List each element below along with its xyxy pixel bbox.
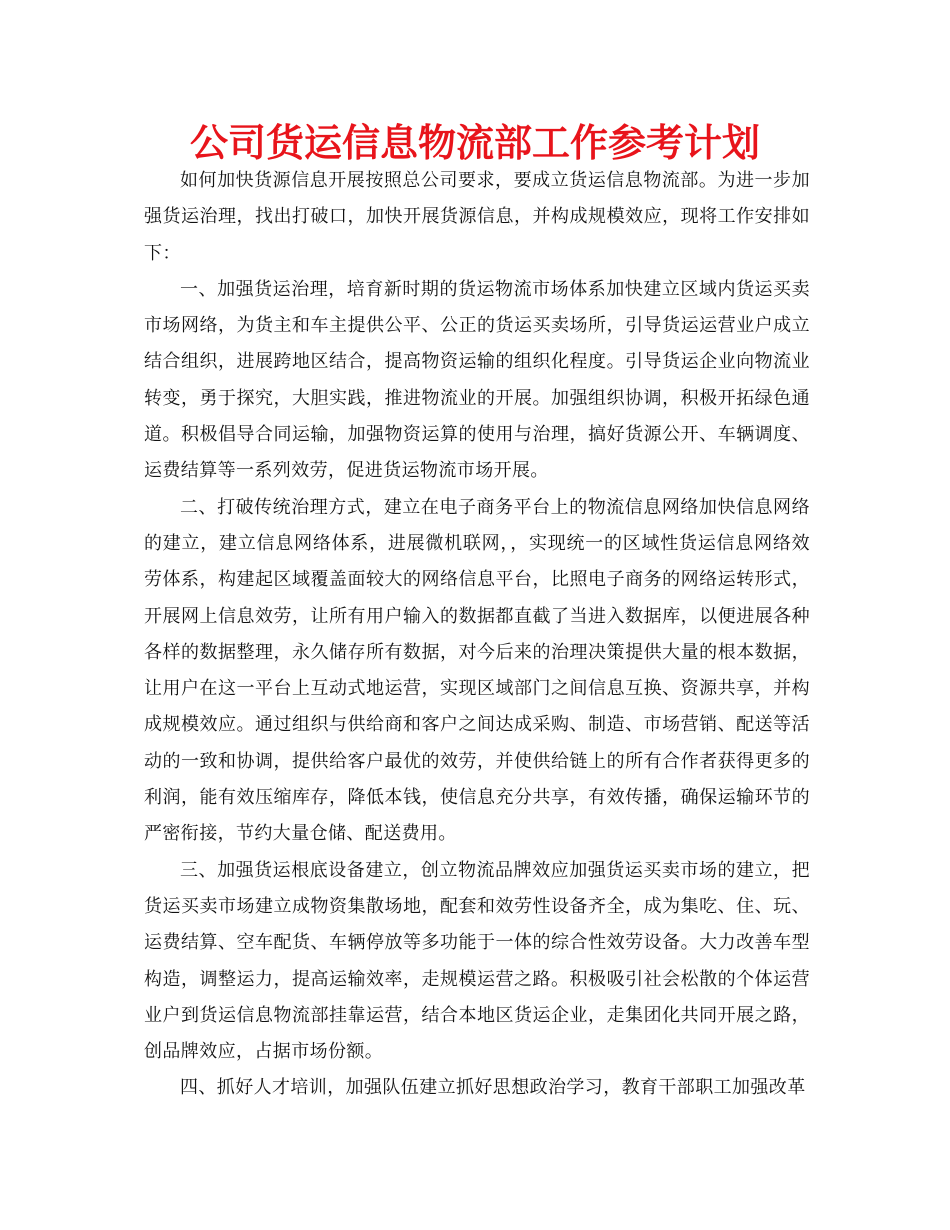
section-one-paragraph: 一、加强货运治理，培育新时期的货运物流市场体系加快建立区域内货运买卖市场网络，为货主和车主提供公平、公正的货运买卖场所，引导货运运营业户成立结合组织，进展跨地区结合，提高物资运输的组织化程度。引导货运企业向物流业转变，勇于探究，大胆实践，推进物流业的开展。加强组织协调，积极开拓绿色通道。积极倡导合同运输，加强物资运算的使用与治理，搞好货源公开、车辆调度、运费结算等一系列效劳，促进货运物流市场开展。 (144, 278, 810, 482)
document-body (144, 163, 810, 1107)
section-four-paragraph: 四、抓好人才培训，加强队伍建立抓好思想政治学习，教育干部职工加强改革 (180, 1077, 806, 1099)
document-title: 公司货运信息物流部工作参考计划 (189, 121, 760, 165)
intro-paragraph: 如何加快货源信息开展按照总公司要求，要成立货运信息物流部。为进一步加强货运治理，找出打破口，加快开展货源信息，并构成规模效应，现将工作安排如下： (144, 170, 810, 264)
section-two-paragraph: 二、打破传统治理方式，建立在电子商务平台上的物流信息网络加快信息网络的建立，建立信息网络体系，进展微机联网，，实现统一的区域性货运信息网络效劳体系，构建起区域覆盖面较大的网络信息平台，比照电子商务的网络运转形式，开展网上信息效劳，让所有用户输入的数据都直截了当进入数据库，以便进展各种各样的数据整理，永久储存所有数据，对今后来的治理决策提供大量的根本数据，让用户在这一平台上互动式地运营，实现区域部门之间信息互换、资源共享，并构成规模效应。通过组织与供给商和客户之间达成采购、制造、市场营销、配送等活动的一致和协调，提供给客户最优的效劳，并使供给链上的所有合作者获得更多的利润，能有效压缩库存，降低本钱，使信息充分共享，有效传播，确保运输环节的严密衔接，节约大量仓储、配送费用。 (144, 496, 810, 845)
section-three-paragraph: 三、加强货运根底设备建立，创立物流品牌效应加强货运买卖市场的建立，把货运买卖市场建立成物资集散场地，配套和效劳性设备齐全，成为集吃、住、玩、运费结算、空车配货、车辆停放等多功能于一体的综合性效劳设备。大力改善车型构造，调整运力，提高运输效率，走规模运营之路。积极吸引社会松散的个体运营业户到货运信息物流部挂靠运营，结合本地区货运企业，走集团化共同开展之路，创品牌效应，占据市场份额。 (144, 859, 810, 1063)
